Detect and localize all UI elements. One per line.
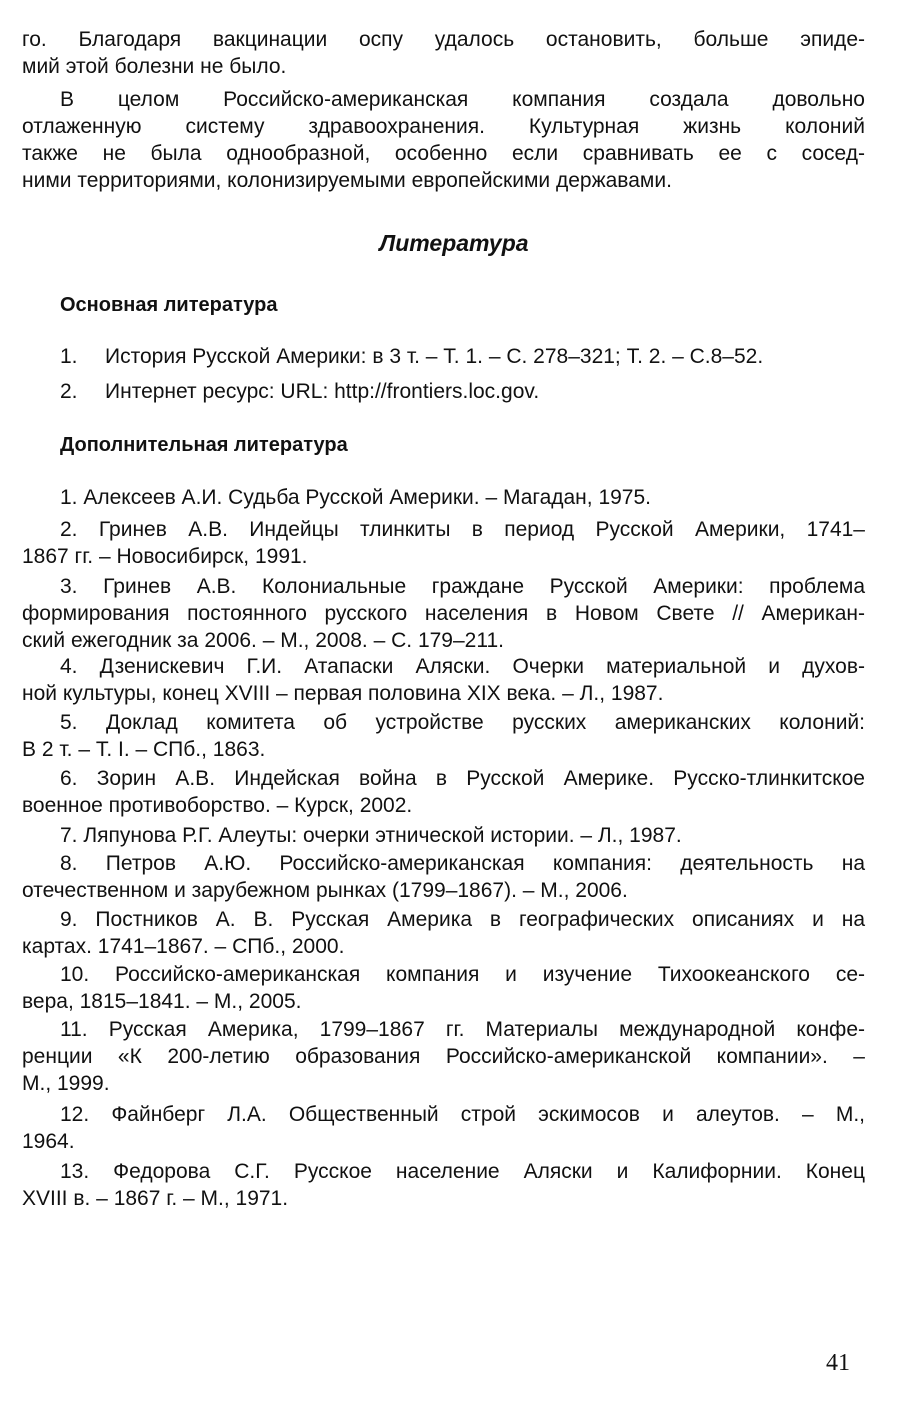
bibliography-item bbox=[22, 1101, 865, 1155]
bibliography-item bbox=[22, 516, 865, 570]
basic-item bbox=[60, 343, 763, 370]
text-line: ними территориями, колонизируемыми европейскими державами. bbox=[22, 169, 672, 192]
item-number: 1. bbox=[60, 345, 78, 368]
additional-literature-heading: Дополнительная литература bbox=[60, 434, 348, 456]
bibliography-item bbox=[22, 1158, 865, 1212]
bibliography-item bbox=[22, 573, 865, 654]
text-line: 11. Русская Америка, 1799–1867 гг. Материалы международной конфе- bbox=[60, 1018, 865, 1041]
paragraph bbox=[22, 26, 865, 80]
bibliography-item bbox=[22, 1016, 865, 1097]
text-line: картах. 1741–1867. – СПб., 2000. bbox=[22, 935, 345, 958]
text-line: 2. Гринев А.В. Индейцы тлинкиты в период Русской Америки, 1741– bbox=[60, 518, 865, 541]
text-line: 12. Файнберг Л.А. Общественный строй эскимосов и алеутов. – М., bbox=[60, 1103, 865, 1126]
bibliography-item bbox=[22, 484, 865, 511]
basic-item bbox=[60, 378, 539, 405]
text-line: также не была однообразной, особенно если сравнивать ее с сосед- bbox=[22, 142, 865, 165]
bibliography-item bbox=[22, 653, 865, 707]
paragraph bbox=[22, 86, 865, 194]
text-line: 1867 гг. – Новосибирск, 1991. bbox=[22, 545, 308, 568]
basic-literature-heading: Основная литература bbox=[60, 294, 278, 316]
text-line: 9. Постников А. В. Русская Америка в географических описаниях и на bbox=[60, 908, 865, 931]
bibliography-item bbox=[22, 906, 865, 960]
text-line: военное противоборство. – Курск, 2002. bbox=[22, 794, 413, 817]
text-line: ренции «К 200-летию образования Российско-американской компании». – bbox=[22, 1045, 865, 1068]
text-line: го. Благодаря вакцинации оспу удалось остановить, больше эпиде- bbox=[22, 28, 865, 51]
text-line: 7. Ляпунова Р.Г. Алеуты: очерки этнической истории. – Л., 1987. bbox=[60, 824, 682, 847]
text-line: В целом Российско-американская компания создала довольно bbox=[60, 88, 865, 111]
text-line: мий этой болезни не было. bbox=[22, 55, 287, 78]
text-line: 1964. bbox=[22, 1130, 75, 1153]
text-line: отлаженную систему здравоохранения. Культурная жизнь колоний bbox=[22, 115, 865, 138]
text-line: формирования постоянного русского населения в Новом Свете // Американ- bbox=[22, 602, 865, 625]
text-line: ский ежегодник за 2006. – М., 2008. – С. 179–211. bbox=[22, 629, 504, 652]
bibliography-item bbox=[22, 709, 865, 763]
item-number: 2. bbox=[60, 380, 78, 403]
text-line: В 2 т. – Т. I. – СПб., 1863. bbox=[22, 738, 266, 761]
text-line: 13. Федорова С.Г. Русское население Аляски и Калифорнии. Конец bbox=[60, 1160, 865, 1183]
text-line: отечественном и зарубежном рынках (1799–1867). – М., 2006. bbox=[22, 879, 628, 902]
text-line: 10. Российско-американская компания и изучение Тихоокеанского се- bbox=[60, 963, 865, 986]
bibliography-item bbox=[22, 961, 865, 1015]
text-line: 4. Дзенискевич Г.И. Атапаски Аляски. Очерки материальной и духов- bbox=[60, 655, 865, 678]
text-line: 1. Алексеев А.И. Судьба Русской Америки. – Магадан, 1975. bbox=[60, 486, 651, 509]
text-line: 5. Доклад комитета об устройстве русских американских колоний: bbox=[60, 711, 865, 734]
bibliography-item bbox=[22, 765, 865, 819]
text-line: 6. Зорин А.В. Индейская война в Русской Америке. Русско-тлинкитское bbox=[60, 767, 865, 790]
text-line: вера, 1815–1841. – М., 2005. bbox=[22, 990, 302, 1013]
bibliography-item bbox=[22, 850, 865, 904]
text-line: XVIII в. – 1867 г. – М., 1971. bbox=[22, 1187, 289, 1210]
text-line: 3. Гринев А.В. Колониальные граждане Русской Америки: проблема bbox=[60, 575, 865, 598]
page-number: 41 bbox=[826, 1350, 850, 1376]
text-line: 8. Петров А.Ю. Российско-американская компания: деятельность на bbox=[60, 852, 865, 875]
bibliography-item bbox=[22, 822, 865, 849]
item-text: История Русской Америки: в 3 т. – Т. 1. – С. 278–321; Т. 2. – С.8–52. bbox=[105, 345, 764, 368]
text-line: М., 1999. bbox=[22, 1072, 110, 1095]
section-title: Литература bbox=[379, 230, 529, 256]
item-text: Интернет ресурс: URL: http://frontiers.loc.gov. bbox=[105, 380, 540, 403]
text-line: ной культуры, конец XVIII – первая половина XIX века. – Л., 1987. bbox=[22, 682, 664, 705]
